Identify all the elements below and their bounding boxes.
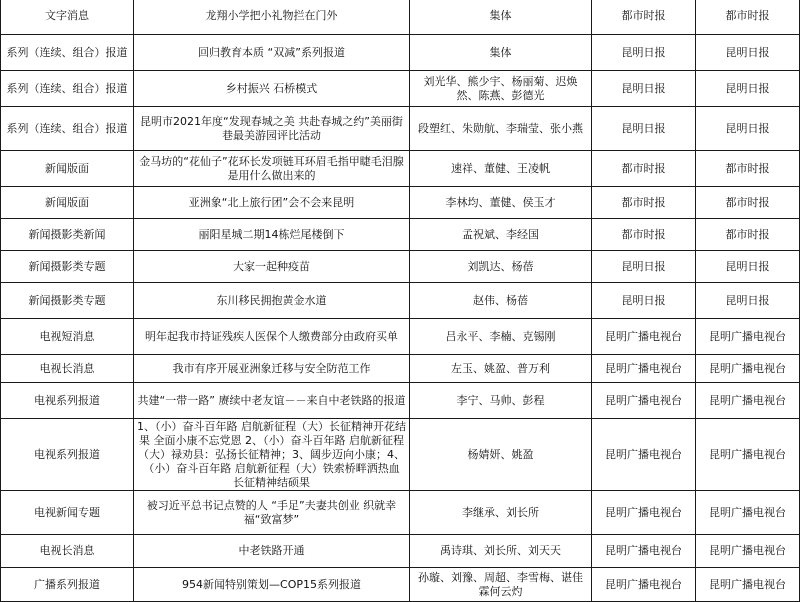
unit-cell: 都市时报 [696,187,800,219]
title-cell: 金马坊的“花仙子”花环长发项链耳环眉毛指甲睫毛泪腺是用什么做出来的 [134,151,410,187]
unit-cell: 昆明广播电视台 [696,535,800,568]
unit-cell: 昆明广播电视台 [696,568,800,602]
category-cell: 电视长消息 [1,355,134,383]
table-row [1,187,800,219]
title-cell: 东川移民拥抱黄金水道 [134,283,410,319]
title-cell: 明年起我市持证残疾人医保个人缴费部分由政府买单 [134,319,410,355]
category-cell: 广播系列报道 [1,568,134,602]
authors-cell: 刘凯达、杨蓓 [410,251,592,283]
unit-cell: 都市时报 [696,219,800,251]
unit-cell: 都市时报 [696,151,800,187]
publisher-cell: 昆明广播电视台 [592,535,696,568]
category-cell: 新闻摄影类专题 [1,283,134,319]
authors-cell: 李继承、刘长所 [410,491,592,535]
publisher-cell: 昆明日报 [592,283,696,319]
authors-cell: 孟祝斌、李经国 [410,219,592,251]
table-row [1,35,800,71]
publisher-cell: 昆明广播电视台 [592,355,696,383]
unit-cell: 昆明广播电视台 [696,319,800,355]
table-row [1,151,800,187]
category-cell: 新闻摄影类新闻 [1,219,134,251]
category-cell: 电视系列报道 [1,419,134,491]
authors-cell: 孙璇、刘豫、周超、李雪梅、谌佳霖何云灼 [410,568,592,602]
table-row [1,319,800,355]
publisher-cell: 昆明日报 [592,35,696,71]
authors-cell: 禹诗琪、刘长所、刘天天 [410,535,592,568]
publisher-cell: 昆明广播电视台 [592,319,696,355]
category-cell: 系列（连续、组合）报道 [1,35,134,71]
category-cell: 新闻摄影类专题 [1,251,134,283]
authors-cell: 速祥、董健、王凌帆 [410,151,592,187]
title-cell: 回归教育本质 “双减”系列报道 [134,35,410,71]
category-cell: 系列（连续、组合）报道 [1,71,134,107]
publisher-cell: 昆明广播电视台 [592,419,696,491]
authors-cell: 李宁、马帅、彭程 [410,383,592,419]
title-cell: 大家一起种疫苗 [134,251,410,283]
category-cell: 新闻版面 [1,151,134,187]
unit-cell: 昆明日报 [696,251,800,283]
unit-cell: 昆明日报 [696,71,800,107]
table-row [1,283,800,319]
authors-cell: 段塑红、朱勋航、李瑞莹、张小燕 [410,107,592,151]
authors-cell: 赵伟、杨蓓 [410,283,592,319]
publisher-cell: 昆明广播电视台 [592,491,696,535]
table-row [1,0,800,35]
title-cell: 我市有序开展亚洲象迁移与安全防范工作 [134,355,410,383]
title-cell: 被习近平总书记点赞的人 “手足”夫妻共创业 织就幸福“致富梦” [134,491,410,535]
table-row [1,251,800,283]
title-cell: 乡村振兴 石桥模式 [134,71,410,107]
table-row [1,383,800,419]
table-row [1,107,800,151]
authors-cell: 杨婧妍、姚盈 [410,419,592,491]
unit-cell: 昆明日报 [696,107,800,151]
publisher-cell: 都市时报 [592,0,696,35]
unit-cell: 昆明日报 [696,35,800,71]
category-cell: 电视系列报道 [1,383,134,419]
category-cell: 文字消息 [1,0,134,35]
table-row [1,219,800,251]
unit-cell: 昆明广播电视台 [696,419,800,491]
category-cell: 系列（连续、组合）报道 [1,107,134,151]
authors-cell: 刘光华、熊少宇、杨丽菊、迟焕然、陈燕、彭德光 [410,71,592,107]
authors-cell: 左玉、姚盈、普万利 [410,355,592,383]
title-cell: 亚洲象“北上旅行团”会不会来昆明 [134,187,410,219]
publisher-cell: 都市时报 [592,187,696,219]
unit-cell: 昆明广播电视台 [696,383,800,419]
authors-cell: 集体 [410,0,592,35]
authors-cell: 吕永平、李楠、克锡刚 [410,319,592,355]
table-row [1,419,800,491]
publisher-cell: 昆明广播电视台 [592,568,696,602]
publisher-cell: 都市时报 [592,151,696,187]
unit-cell: 昆明日报 [696,283,800,319]
unit-cell: 昆明广播电视台 [696,355,800,383]
category-cell: 电视新闻专题 [1,491,134,535]
publisher-cell: 昆明日报 [592,107,696,151]
category-cell: 电视短消息 [1,319,134,355]
table-row [1,535,800,568]
title-cell: 昆明市2021年度“发现春城之美 共赴春城之约”美丽街巷最美游园评比活动 [134,107,410,151]
title-cell: 共建“一带一路” 赓续中老友谊－－来自中老铁路的报道 [134,383,410,419]
category-cell: 电视长消息 [1,535,134,568]
table-row [1,71,800,107]
unit-cell: 都市时报 [696,0,800,35]
table-row [1,491,800,535]
authors-cell: 集体 [410,35,592,71]
title-cell: 中老铁路开通 [134,535,410,568]
category-cell: 新闻版面 [1,187,134,219]
title-cell: 1、（小）奋斗百年路 启航新征程（大）长征精神开花结果 全面小康不忘党恩 2、（小）奋斗百年路 启航新征程（大）禄劝县：弘扬长征精神；3、阔步迈向小康；4、（小）奋斗百年路 启航新征程（大）铁索桥畔洒热血 长征精神结硕果 [134,419,410,491]
publisher-cell: 昆明广播电视台 [592,383,696,419]
publisher-cell: 都市时报 [592,219,696,251]
publisher-cell: 昆明日报 [592,251,696,283]
publisher-cell: 昆明日报 [592,71,696,107]
awards-table-body [1,0,800,602]
title-cell: 龙翔小学把小礼物拦在门外 [134,0,410,35]
title-cell: 丽阳星城二期14栋烂尾楼倒下 [134,219,410,251]
unit-cell: 昆明广播电视台 [696,491,800,535]
authors-cell: 李林均、董健、侯玉才 [410,187,592,219]
table-row [1,355,800,383]
table-row [1,568,800,602]
title-cell: 954新闻特别策划—COP15系列报道 [134,568,410,602]
